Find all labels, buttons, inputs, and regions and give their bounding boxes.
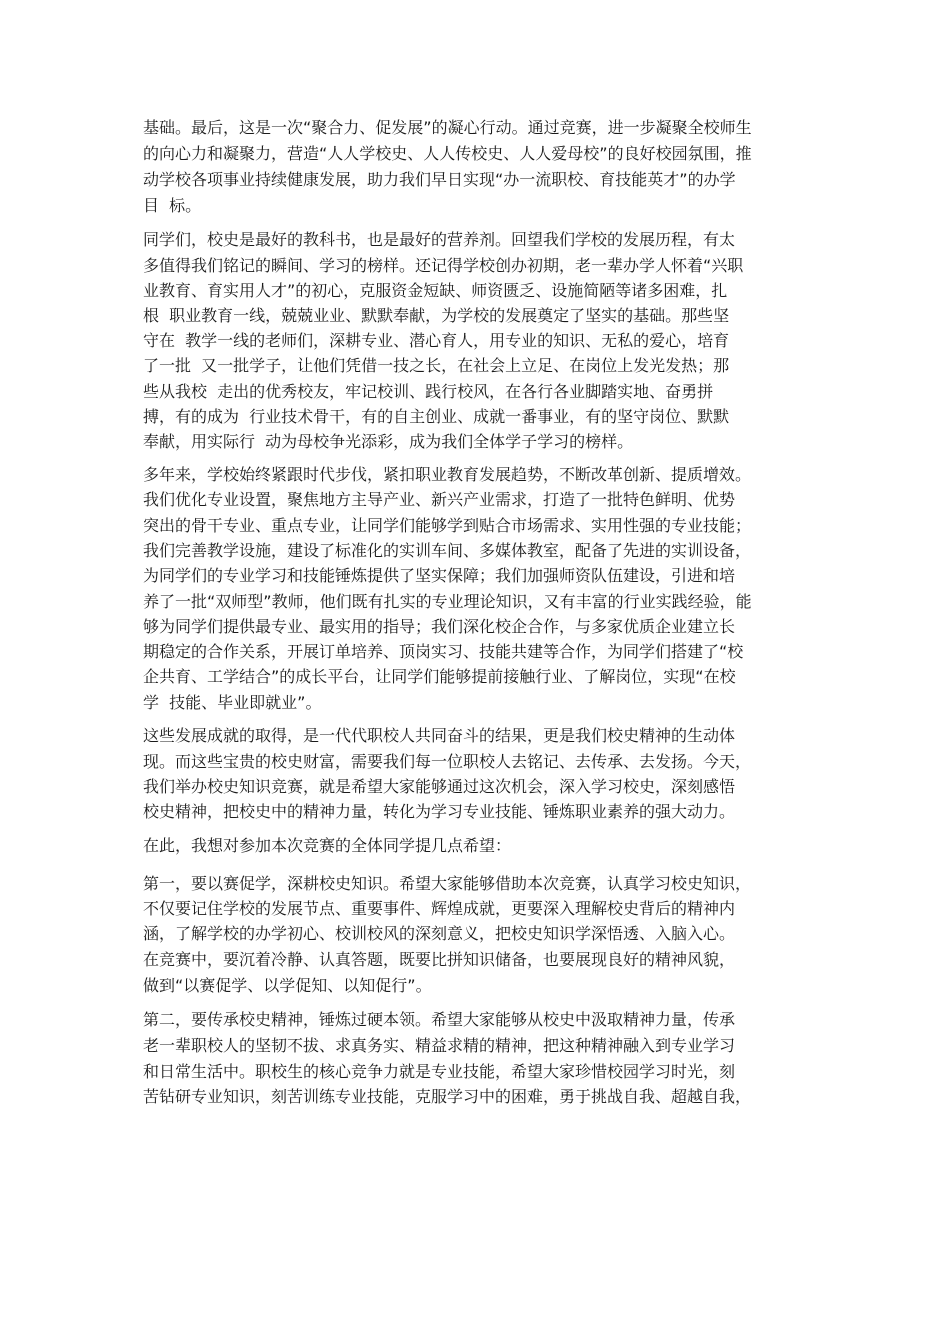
text-line: 在竞赛中，要沉着冷静、认真答题，既要比拼知识储备，也要展现良好的精神风貌，: [143, 950, 736, 969]
text-line: 第二，要传承校史精神，锤炼过硬本领。希望大家能够从校史中汲取精神力量，传承: [143, 1010, 736, 1029]
text-line: 做到“以赛促学、以学促知、以知促行”。: [143, 976, 432, 995]
text-line: 多值得我们铭记的瞬间、学习的榜样。还记得学校创办初期，老一辈办学人怀着“兴职: [143, 256, 744, 275]
text-line: 和日常生活中。职校生的核心竞争力就是专业技能，希望大家珍惜校园学习时光，刻: [143, 1062, 736, 1081]
text-line: 涵，了解学校的办学初心、校训校风的深刻意义，把校史知识学深悟透、入脑入心。: [143, 924, 736, 943]
text-line: 搏，有的成为 行业技术骨干，有的自主创业、成就一番事业，有的坚守岗位、默默: [143, 407, 730, 426]
text-line: 根 职业教育一线，兢兢业业、默默奉献，为学校的发展奠定了坚实的基础。那些坚: [143, 306, 730, 325]
text-line: 现。而这些宝贵的校史财富，需要我们每一位职校人去铭记、去传承、去发扬。今天，: [143, 752, 752, 771]
text-line: 我们完善教学设施，建设了标准化的实训车间、多媒体教室，配备了先进的实训设备，: [143, 541, 752, 560]
text-line: 的向心力和凝聚力，营造“人人学校史、人人传校史、人人爱母校”的良好校园氛围，推: [143, 144, 752, 163]
text-line: 企共育、工学结合”的成长平台，让同学们能够提前接触行业、了解岗位，实现“在校: [143, 667, 736, 686]
text-line: 苦钻研专业知识，刻苦训练专业技能，克服学习中的困难，勇于挑战自我、超越自我，: [143, 1087, 752, 1106]
text-line: 这些发展成就的取得，是一代代职校人共同奋斗的结果，更是我们校史精神的生动体: [143, 726, 736, 745]
text-line: 老一辈职校人的坚韧不拔、求真务实、精益求精的精神，把这种精神融入到专业学习: [143, 1036, 736, 1055]
text-line: 养了一批“双师型”教师，他们既有扎实的专业理论知识，又有丰富的行业实践经验，能: [143, 592, 752, 611]
text-line: 够为同学们提供最专业、最实用的指导；我们深化校企合作，与多家优质企业建立长: [143, 617, 736, 636]
text-line: 奉献，用实际行 动为母校争光添彩，成为我们全体学子学习的榜样。: [143, 432, 634, 451]
text-line: 在此，我想对参加本次竞赛的全体同学提几点希望：: [143, 836, 512, 855]
text-line: 不仅要记住学校的发展节点、重要事件、辉煌成就，更要深入理解校史背后的精神内: [143, 899, 736, 918]
text-line: 同学们，校史是最好的教科书，也是最好的营养剂。回望我们学校的发展历程，有太: [143, 230, 736, 249]
text-line: 动学校各项事业持续健康发展，助力我们早日实现“办一流职校、育技能英才”的办学: [143, 170, 736, 189]
text-line: 期稳定的合作关系，开展订单培养、顶岗实习、技能共建等合作，为同学们搭建了“校: [143, 642, 744, 661]
text-line: 我们举办校史知识竞赛，就是希望大家能够通过这次机会，深入学习校史，深刻感悟: [143, 777, 736, 796]
text-line: 基础。最后，这是一次“聚合力、促发展”的凝心行动。通过竞赛，进一步凝聚全校师生: [143, 118, 752, 137]
text-line: 第一，要以赛促学，深耕校史知识。希望大家能够借助本次竞赛，认真学习校史知识，: [143, 874, 752, 893]
text-line: 校史精神，把校史中的精神力量，转化为学习专业技能、锤炼职业素养的强大动力。: [143, 802, 736, 821]
text-line: 守在 教学一线的老师们，深耕专业、潜心育人，用专业的知识、无私的爱心，培育: [143, 331, 730, 350]
text-line: 为同学们的专业学习和技能锤炼提供了坚实保障；我们加强师资队伍建设，引进和培: [143, 566, 736, 585]
text-line: 学 技能、毕业即就业”。: [143, 693, 322, 712]
text-line: 些从我校 走出的优秀校友，牢记校训、践行校风，在各行各业脚踏实地、奋勇拼: [143, 382, 714, 401]
text-line: 突出的骨干专业、重点专业，让同学们能够学到贴合市场需求、实用性强的专业技能；: [143, 516, 752, 535]
text-line: 目 标。: [143, 196, 202, 215]
text-line: 我们优化专业设置，聚焦地方主导产业、新兴产业需求，打造了一批特色鲜明、优势: [143, 490, 736, 509]
text-line: 了一批 又一批学子，让他们凭借一技之长，在社会上立足、在岗位上发光发热；那: [143, 356, 730, 375]
text-line: 多年来，学校始终紧跟时代步伐，紧扣职业教育发展趋势，不断改革创新、提质增效。: [143, 465, 752, 484]
text-line: 业教育、育实用人才”的初心，克服资金短缺、师资匮乏、设施简陋等诸多困难，扎: [143, 281, 728, 300]
